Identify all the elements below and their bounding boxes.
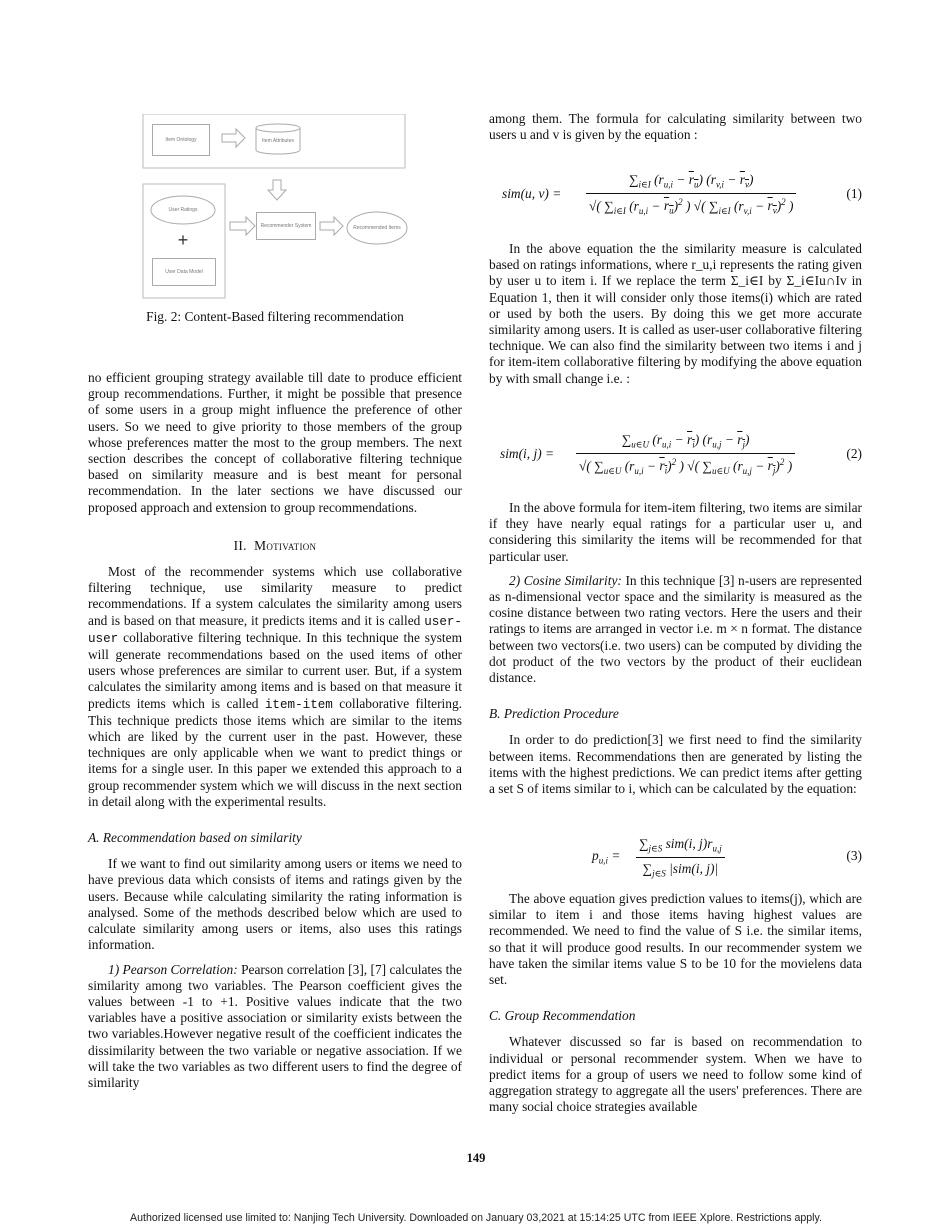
recommender-system-node: Recommender System	[256, 212, 316, 240]
pearson-paragraph: 1) Pearson Correlation: Pearson correlation [3], [7] calculates the similarity among two variables. The Pearson coefficient gives the values between -1 to +1. Positive values indicate that the two variables have a positive association or similarity exists between the two variables.However negative result of the coefficient indicates the dissimilarity between the two variable or negative association. If we will take the two variables as two different users to find the degree of similarity	[88, 961, 462, 1090]
equation-1-number: (1)	[846, 186, 862, 201]
right-column-top	[489, 111, 862, 143]
equation-2: sim(i, j) = $\frac{\sum_{u\in U} (r_{u,i} - r_i) (r_{u,j} - r_j)}{√( \sum_{u\in U} (r_{u,i} - r_i)^2 ) √( \sum_{u\in U} (r_{u,j} - r_j)^2 )}$ (2)	[500, 432, 862, 476]
after-equation-1-paragraph: In the above equation the the similarity measure is calculated based on ratings informations, where r_u,i represents the rating given by user u to item i. If we replace the term Σ_i∈I by Σ_i∈Iu∩Iv in Equation 1, then it will consider only those items(i) which are rated or used by both the users. By doing this we get more accurate similarity among users. It is called as user-user collaborative filtering technique. We can also find the similarity between two items i and j for item-item collaborative filtering by modifying the above equation by with small change i.e. :	[489, 241, 862, 386]
user-data-model-node: User Data Model	[152, 258, 216, 286]
item-ontology-node: Item Ontology	[152, 124, 210, 156]
group-recommendation-paragraph: Whatever discussed so far is based on recommendation to individual or personal recommender system. When we have to predict items for a group of users we need to follow some kind of aggregation strategy to aggregate all the users' preferences. There are many social choice strategies available	[489, 1034, 862, 1115]
after-equation-2-paragraph: In the above formula for item-item filtering, two items are similar if they have nearly equal ratings for a particular user u, and considering this similarity the items will be recommended for that particular user.	[489, 500, 862, 564]
cosine-paragraph: 2) Cosine Similarity: In this technique [3] n-users are represented as n-dimensional vector space and the similarity is measured as the cosine distance between two rating vectors. Here the users and their ratings to items are arranged in vector i.e. m × n format. The distance between two vectors(i.e. two users) can be computed by dividing the dot product of the two vectors by the product of their euclidean distance.	[489, 572, 862, 686]
equation-3-number: (3)	[846, 848, 862, 863]
page-number: 149	[466, 1151, 486, 1165]
figure-caption: Fig. 2: Content-Based filtering recommendation	[146, 309, 404, 324]
equation-3: $p_{u,i}$ = $\sum_{j\in S}$ sim(i, $j)r_{u,j}$ $\sum_{j\in S}$ |sim(i, j)| (3)	[592, 836, 862, 879]
motivation-paragraph: Most of the recommender systems which use collaborative filtering technique, use similarity measure to predict recommendations. If a system calculates the similarity among users and is based on that measure, it predicts items and it is called user-user collaborative filtering technique. In this technique the system will generate recommendations based on the used items of other users whose preferences are similar to current user. But, if a system calculates the similarity among items and is based on that measure it predicts items which is called item-item collaborative filtering. This technique predicts those items which are similar to the items which are liked by the current user in the past. However, these techniques are only applicable when we want to predict things or items for a single user. In this paper we extended this approach to a group recommender system which we will discuss in the next section in detail along with the experimental results.	[88, 564, 462, 809]
plus-sign: +	[177, 229, 189, 250]
prediction-paragraph: In order to do prediction[3] we first need to find the similarity between items. Recommendations then are generated by listing the items with the highest predictions. We can predict items after getting a set S of items similar to i, which can be calculated by the equation:	[489, 732, 862, 797]
intro-paragraph: no efficient grouping strategy available till date to produce efficient group recommendations. Further, it might be possible that presence of some users in a group might influence the preference of other users. So we need to give priority to those members of the group whose preferences matter the most to the group members. The next section describes the concept of collaborative filtering technique based on similarity measure and is best meant for personal recommendation. In the later sections we have discussed our proposed approach and extension to group recommendations.	[88, 370, 462, 515]
section-heading-motivation: II. Motivation	[233, 537, 317, 553]
item-attributes-node: Item Attributes	[262, 138, 294, 144]
similarity-intro: among them. The formula for calculating similarity between two users u and v is given by the equation :	[489, 111, 862, 143]
subsection-heading-a: A. Recommendation based on similarity	[88, 830, 302, 846]
equation-1: sim(u, v) = $\frac{\sum_{i\in I} (r_{u,i} - r_u) (r_{v,i} - r_v)}{√( \sum_{i\in I} (r_{u,i} - r_u)^2 ) √( \sum_{i\in I} (r_{v,i} - r_v)^2 )}$ (1)	[502, 172, 862, 216]
after-equation-3-paragraph: The above equation gives prediction values to items(j), which are similar to item i and those items having highest values are recommended. We need to find the value of S i.e. the similar items, so that it will produce good results. In our recommender system we have taken the similar items value S to be 10 for the movielens data set.	[489, 891, 862, 988]
right-column-after-eq1	[489, 241, 862, 387]
content-based-filtering-diagram	[140, 114, 410, 300]
left-column	[88, 370, 462, 1091]
right-column-bottom	[489, 891, 862, 1115]
equation-2-number: (2)	[846, 446, 862, 461]
user-ratings-node: User Ratings	[168, 207, 198, 213]
license-footer: Authorized licensed use limited to: Nanjing Tech University. Downloaded on January 03,2021 at 15:14:25 UTC from IEEE Xplore. Restrictions apply.	[130, 1212, 822, 1224]
recommended-items-node: Recommended Items	[353, 225, 401, 231]
right-column-middle	[489, 500, 862, 797]
similarity-paragraph: If we want to find out similarity among users or items we need to have previous data which consists of items and ratings given by the users. Because while calculating similarity the rating information is analysed. Some of the methods described below which are used to calculate similarity among users or items, also uses this ratings information.	[88, 856, 462, 953]
subsection-heading-b: B. Prediction Procedure	[489, 706, 619, 722]
subsection-heading-c: C. Group Recommendation	[489, 1008, 636, 1024]
